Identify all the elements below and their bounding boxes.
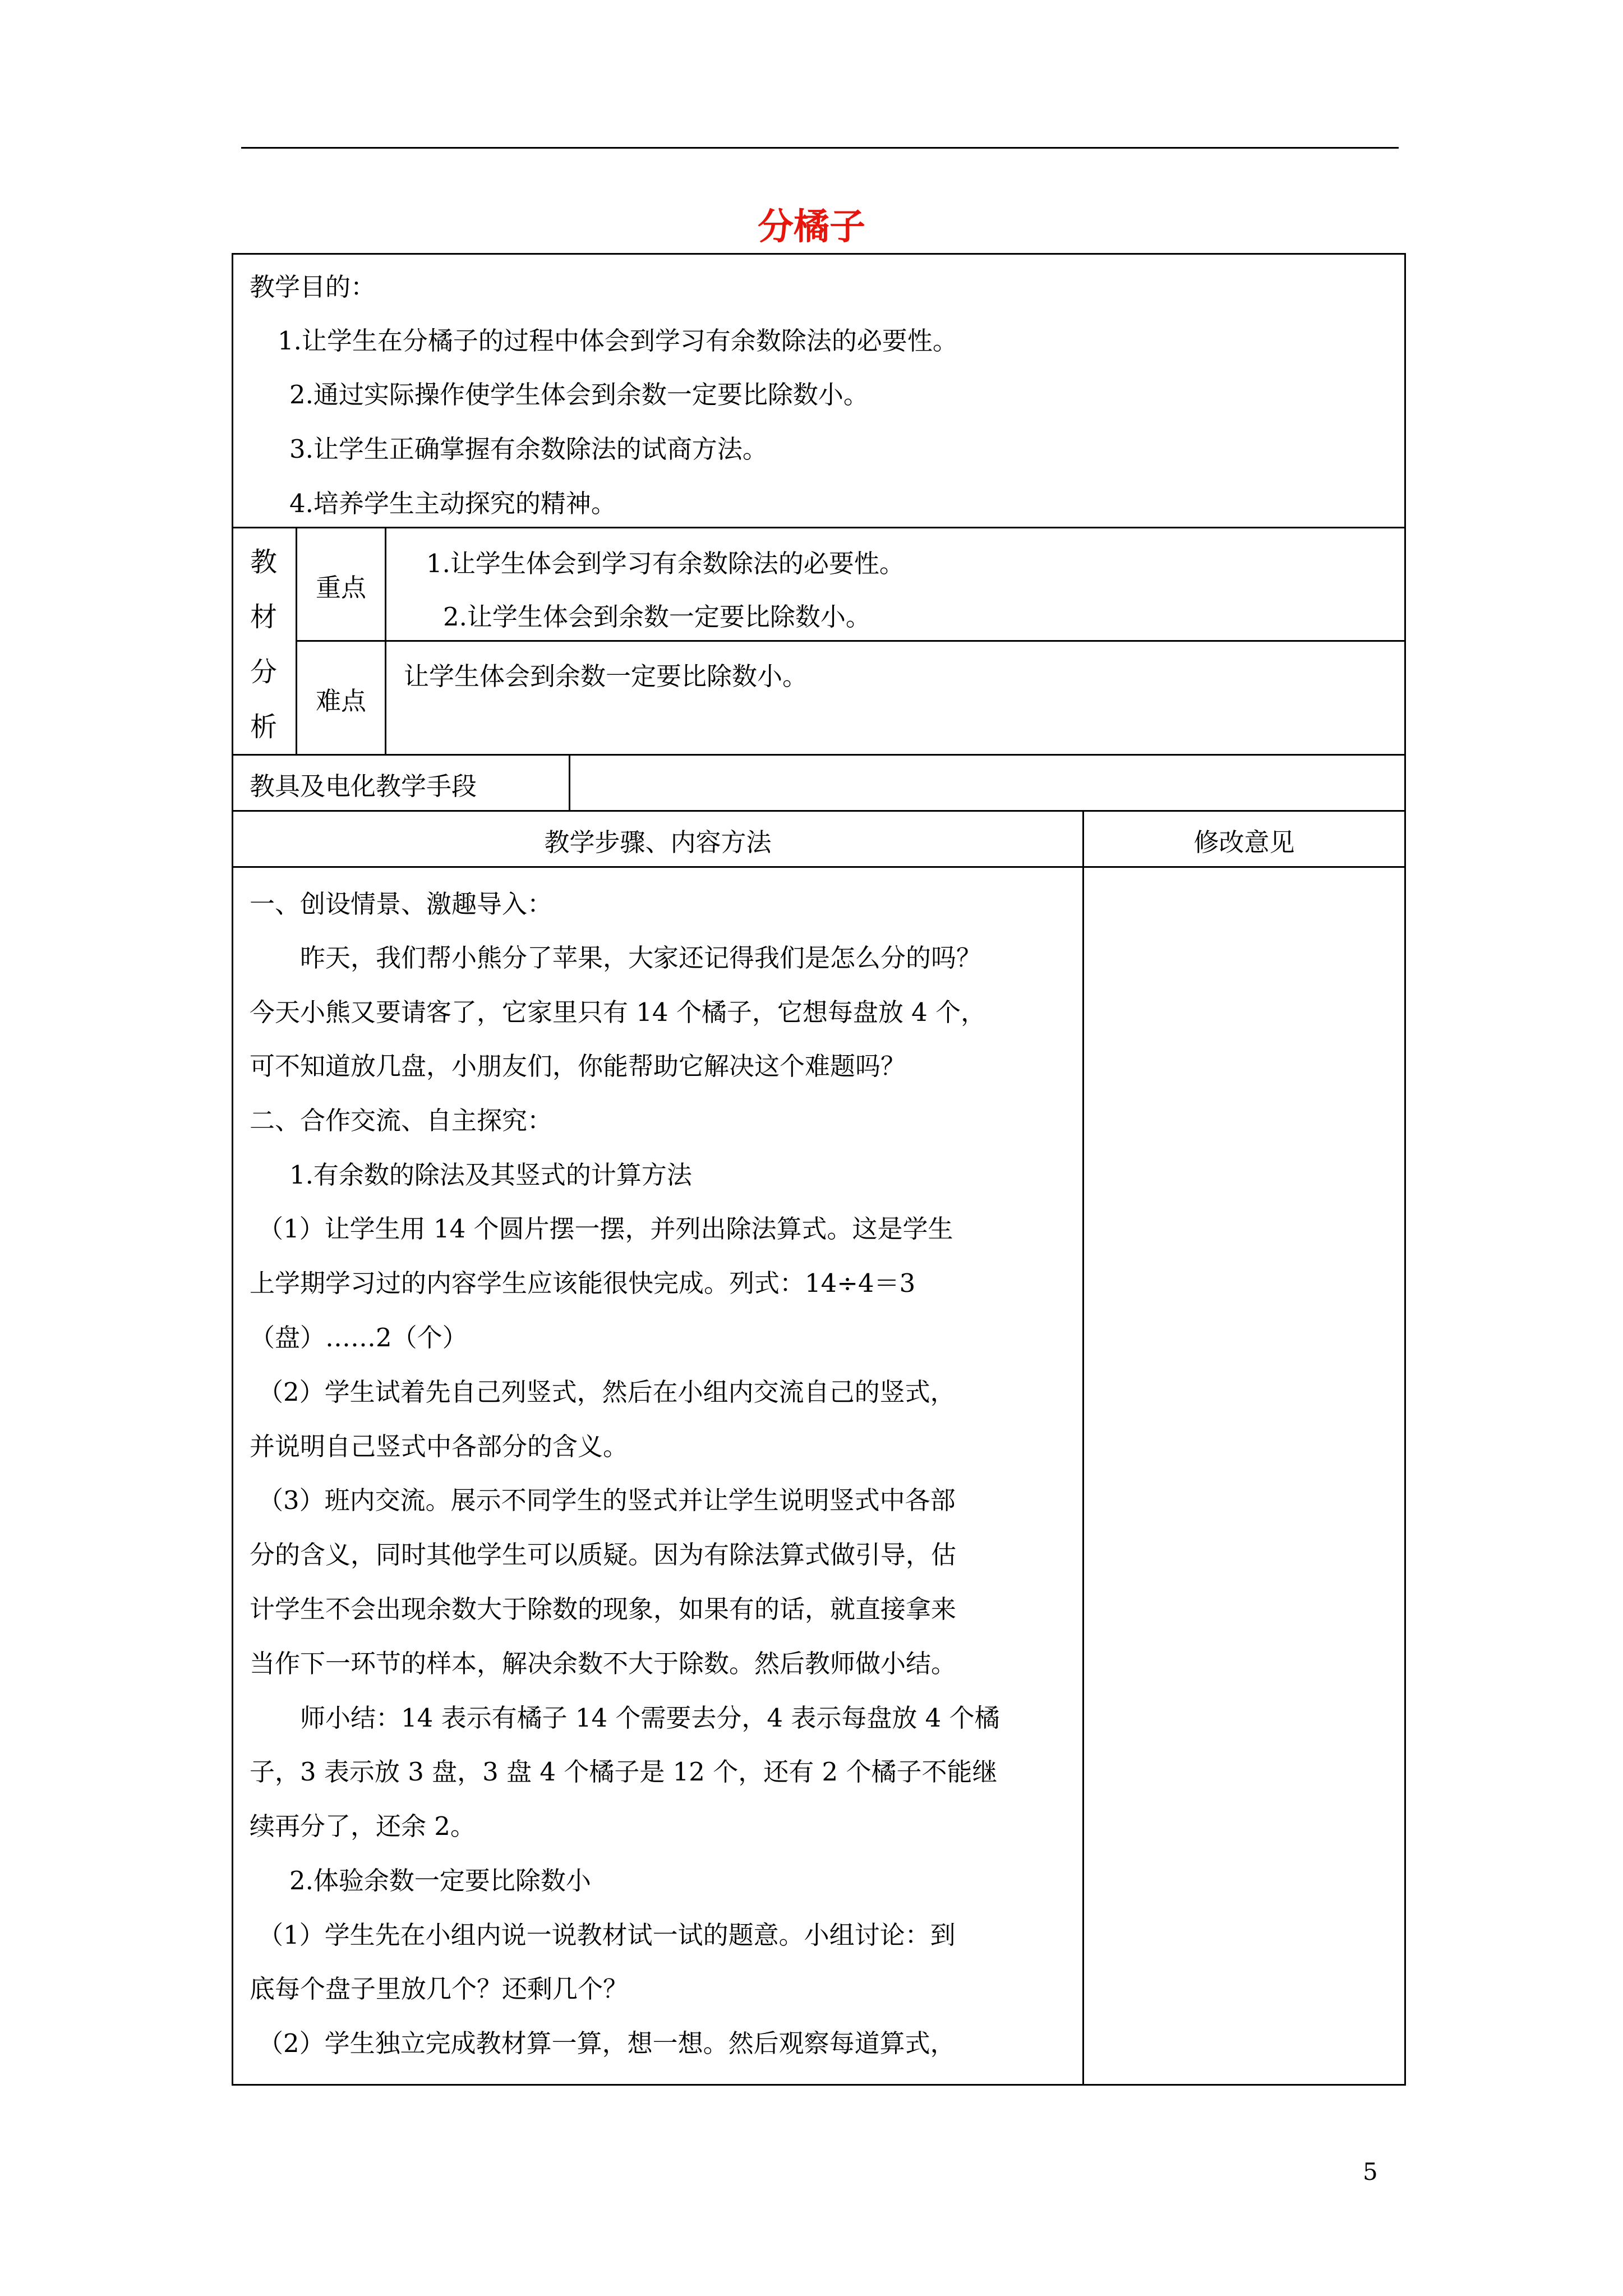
difficulty-cell xyxy=(385,640,1406,756)
analysis-label-char: 教 xyxy=(250,546,277,578)
objective-item: 3.让学生正确掌握有余数除法的试商方法。 xyxy=(289,434,768,464)
steps-header-right: 修改意见 xyxy=(1193,827,1295,857)
content-line: （2）学生独立完成教材算一算，想一想。然后观察每道算式， xyxy=(258,2028,956,2058)
steps-header-left: 教学步骤、内容方法 xyxy=(544,827,772,857)
content-line: （1）让学生用 14 个圆片摆一摆，并列出除法算式。这是学生 xyxy=(258,1214,953,1244)
difficulty-label: 难点 xyxy=(315,686,366,716)
content-line: 计学生不会出现余数大于除数的现象，如果有的话，就直接拿来 xyxy=(250,1594,957,1624)
content-line: （3）班内交流。展示不同学生的竖式并让学生说明竖式中各部 xyxy=(258,1485,956,1515)
content-line: 底每个盘子里放几个？还剩几个？ xyxy=(250,1974,629,2004)
content-line: 可不知道放几盘，小朋友们，你能帮助它解决这个难题吗？ xyxy=(250,1051,906,1081)
content-line: 1.有余数的除法及其竖式的计算方法 xyxy=(289,1160,692,1190)
key-points-label: 重点 xyxy=(315,573,366,602)
objective-item: 4.培养学生主动探究的精神。 xyxy=(289,489,616,518)
objective-item: 1.让学生在分橘子的过程中体会到学习有余数除法的必要性。 xyxy=(278,326,958,356)
analysis-label-char: 析 xyxy=(250,711,277,743)
page-number: 5 xyxy=(1363,2158,1378,2185)
objectives-heading: 教学目的： xyxy=(250,272,376,302)
revision-notes-cell xyxy=(1082,866,1406,2086)
content-line: 子，3 表示放 3 盘，3 盘 4 个橘子是 12 个，还有 2 个橘子不能继 xyxy=(250,1757,998,1787)
analysis-label-char: 材 xyxy=(250,601,277,633)
content-line: 师小结：14 表示有橘子 14 个需要去分，4 表示每盘放 4 个橘 xyxy=(300,1703,1000,1733)
analysis-label-char: 分 xyxy=(250,656,277,688)
content-line: 2.体验余数一定要比除数小 xyxy=(289,1866,591,1895)
content-line: 一、创设情景、激趣导入： xyxy=(250,889,553,919)
content-line: 昨天，我们帮小熊分了苹果，大家还记得我们是怎么分的吗？ xyxy=(300,943,982,973)
header-rule xyxy=(241,147,1399,149)
content-line: 上学期学习过的内容学生应该能很快完成。列式：14÷4＝3 xyxy=(250,1268,916,1298)
content-line: 续再分了，还余 2。 xyxy=(250,1811,476,1841)
content-line: 当作下一环节的样本，解决余数不大于除数。然后教师做小结。 xyxy=(250,1649,957,1678)
content-line: （2）学生试着先自己列竖式，然后在小组内交流自己的竖式， xyxy=(258,1377,956,1407)
content-line: 二、合作交流、自主探究： xyxy=(250,1106,553,1135)
content-line: 并说明自己竖式中各部分的含义。 xyxy=(250,1432,629,1461)
content-line: 分的含义，同时其他学生可以质疑。因为有除法算式做引导，估 xyxy=(250,1540,957,1570)
page-title: 分橘子 xyxy=(758,206,865,248)
content-line: 今天小熊又要请客了，它家里只有 14 个橘子，它想每盘放 4 个， xyxy=(250,997,986,1027)
key-point-item: 2.让学生体会到余数一定要比除数小。 xyxy=(443,602,871,632)
tools-label: 教具及电化教学手段 xyxy=(250,771,477,801)
content-line: （盘）……2（个） xyxy=(250,1323,468,1352)
objective-item: 2.通过实际操作使学生体会到余数一定要比除数小。 xyxy=(289,380,869,409)
tools-value-cell xyxy=(569,754,1406,812)
content-line: （1）学生先在小组内说一说教材试一试的题意。小组讨论：到 xyxy=(258,1920,956,1950)
difficulty-text: 让学生体会到余数一定要比除数小。 xyxy=(404,661,808,691)
key-point-item: 1.让学生体会到学习有余数除法的必要性。 xyxy=(426,549,905,578)
